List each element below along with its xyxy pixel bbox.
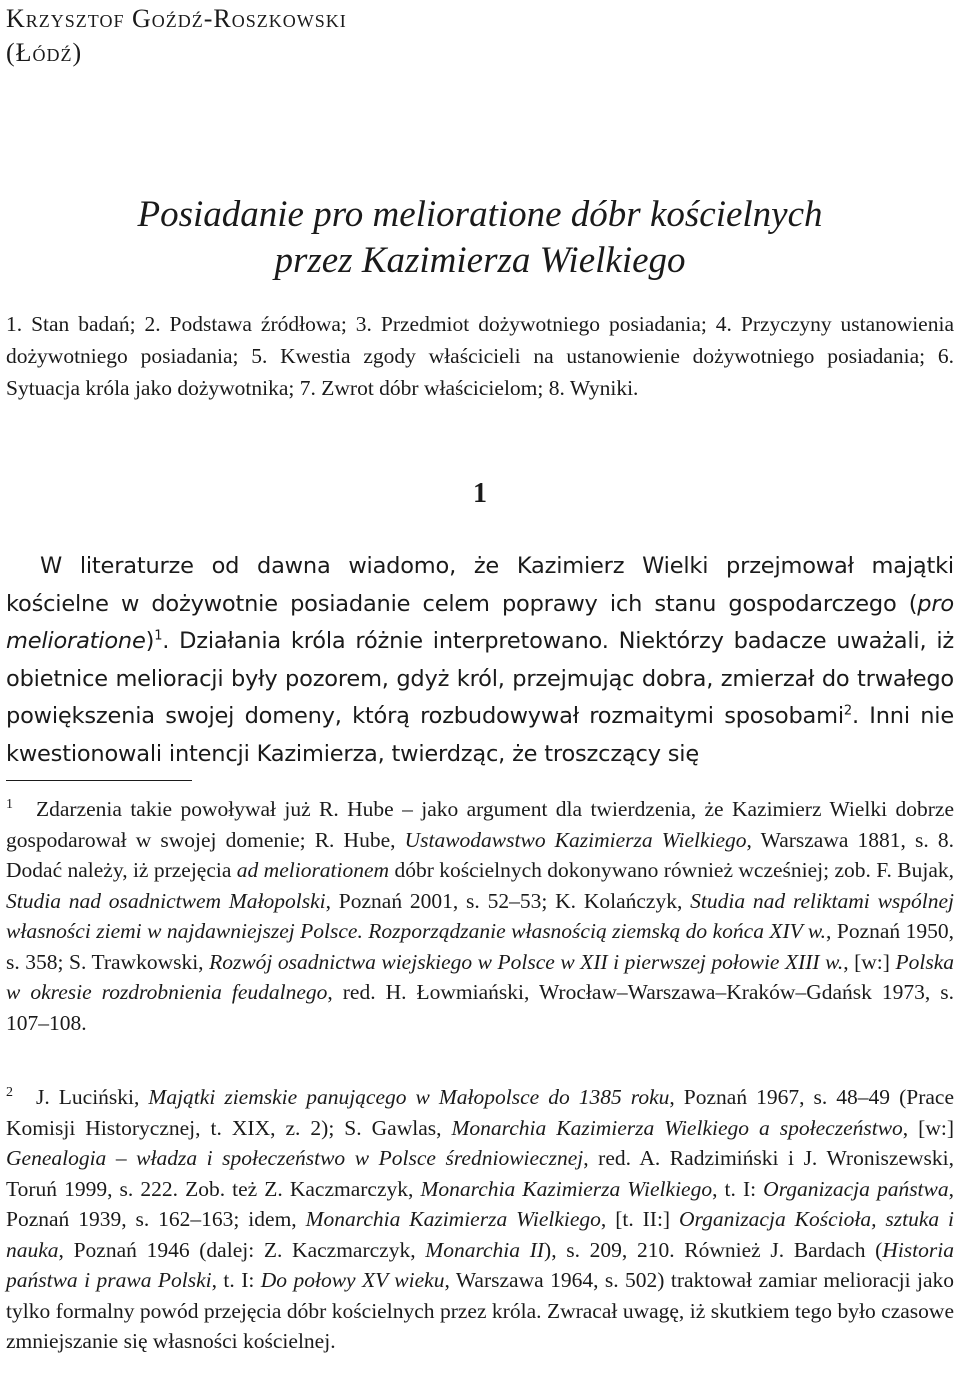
footnote-italic: Ustawodawstwo Kazimierza Wielkiego: [404, 827, 747, 852]
footnote-text: , Poznań 1967, s. 48–49 (Prace Komisji Historycznej, t. XIX, z. 2); S. Gawlas,: [6, 1085, 954, 1140]
footnote-italic: Organizacja państwa: [763, 1176, 949, 1201]
footnote-text: , red. A. Radzimiński i J. Wroniszewski, Toruń 1999, s. 222. Zob. też Z. Kaczmarczyk,: [6, 1146, 954, 1201]
body-emphasis: pro melioratione: [6, 590, 954, 654]
footnote-text: ), s. 209, 210. Również J. Bardach (: [544, 1237, 883, 1262]
footnote-2-mark: 2: [6, 1085, 13, 1100]
footnote-text: , [w:]: [843, 949, 896, 974]
footnote-italic: Monarchia Kazimierza Wielkiego: [305, 1207, 601, 1231]
footnote-italic: Monarchia Kazimierza Wielkiego: [420, 1176, 713, 1201]
footnote-italic: Rozwój osadnictwa wiejskiego w Polsce w XII i pierwszej połowie XIII w.: [209, 949, 844, 974]
footnote-text: , [t. II:]: [600, 1207, 679, 1231]
footnote-italic: ad meliorationem: [236, 858, 390, 882]
footnote-italic: Studia nad osadnictwem Małopolski: [6, 888, 326, 913]
footnote-text: Zdarzenia takie powoływał już R. Hube – jako argument dla twierdzenia, że Kazimierz Wielki dobrze gospodarował w swojej domenie; R. Hube,: [6, 797, 954, 852]
footnote-italic: Do połowy XV wieku: [260, 1268, 445, 1292]
article-title-line-2: przez Kazimierza Wielkiego: [274, 240, 686, 281]
footnote-text: dóbr kościelnych dokonywano również wcześniej; zob. F. Bujak,: [389, 858, 954, 882]
footnote-italic: Majątki ziemskie panującego w Małopolsce do 1385 roku: [148, 1085, 670, 1109]
body-text-segment: . Inni nie kwestionowali intencji Kazimierza, twierdząc, że troszczący się: [6, 703, 954, 767]
footnote-text: , Poznań 1946 (dalej: Z. Kaczmarczyk,: [58, 1237, 426, 1262]
footnote-1-mark: 1: [6, 797, 13, 812]
footnote-2: [6, 1082, 954, 1357]
body-paragraph: [6, 548, 954, 773]
body-text-segment: W literaturze od dawna wiadomo, że Kazimierz Wielki przejmował majątki kościelne w dożywotnie posiadanie celem poprawy ich stanu gospodarczego (: [6, 553, 954, 617]
article-contents: 1. Stan badań; 2. Podstawa źródłowa; 3. Przedmiot dożywotniego posiadania; 4. Przyczyny ustanowienia dożywotniego posiadania; 5. Kwestia zgody właścicieli na ustanowienie dożywotniego posiadania; 6. Sytuacja króla jako dożywotnika; 7. Zwrot dóbr właścicielom; 8. Wyniki.: [6, 312, 954, 400]
body-text-segment: ): [145, 628, 155, 654]
footnote-text: , Poznań 2001, s. 52–53; K. Kolańczyk,: [325, 888, 691, 913]
footnote-text: , Warszawa 1881, s. 8. Dodać należy, iż przejęcia: [6, 827, 954, 882]
article-title: [0, 192, 960, 284]
footnote-divider: [6, 780, 192, 781]
footnote-1: [6, 794, 954, 1038]
footnote-italic: Polska w okresie rozdrobnienia feudalnego: [6, 949, 954, 1004]
author-affiliation: (Łódź): [6, 38, 83, 67]
footnote-italic: Monarchia Kazimierza Wielkiego a społeczeństwo: [451, 1115, 903, 1140]
author-name: Krzysztof Goźdź-Roszkowski: [6, 4, 347, 33]
footnote-text: , Warszawa 1964, s. 502) traktował zamiar melioracji jako tylko formalny powód przejęcia dóbr kościelnych przez króla. Zwracał uwagę, iż skutkiem tego było czasowe zmniejszanie się własności kościelnej.: [6, 1268, 954, 1353]
section-number: 1: [473, 478, 487, 509]
article-title-line-1: Posiadanie pro melioratione dóbr kościelnych: [137, 194, 823, 235]
footnote-text: , t. I:: [712, 1176, 764, 1201]
footnote-ref-1[interactable]: 1: [154, 628, 163, 644]
footnote-italic: Genealogia – władza i społeczeństwo w Polsce średniowiecznej: [6, 1146, 584, 1170]
footnote-italic: Organizacja Kościoła, sztuka i nauka: [6, 1207, 954, 1262]
footnote-italic: Studia nad reliktami wspólnej własności ziemi w najdawniejszej Polsce. Rozporządzanie własnością ziemską do końca XIV w.: [6, 888, 955, 943]
footnote-text: , Poznań 1939, s. 162–163; idem,: [6, 1176, 954, 1231]
footnote-text: , [w:]: [902, 1115, 954, 1140]
footnote-ref-2[interactable]: 2: [843, 703, 852, 719]
footnote-italic: Historia państwa i prawa Polski: [6, 1237, 954, 1292]
footnote-italic: Monarchia II: [425, 1237, 545, 1262]
body-text-segment: . Działania króla różnie interpretowano. Niektórzy badacze uważali, iż obietnice melioracji były pozorem, gdyż król, przejmując dobra, zmierzał do trwałego powiększenia swojej domeny, którą rozbudowywał rozmaitymi sposobami: [6, 628, 954, 729]
footnote-text: , t. I:: [211, 1268, 261, 1292]
footnote-text: J. Luciński,: [36, 1085, 149, 1109]
footnote-text: , red. H. Łowmiański, Wrocław–Warszawa–Kraków–Gdańsk 1973, s. 107–108.: [6, 980, 954, 1035]
footnote-text: , Poznań 1950, s. 358; S. Trawkowski,: [6, 919, 954, 974]
